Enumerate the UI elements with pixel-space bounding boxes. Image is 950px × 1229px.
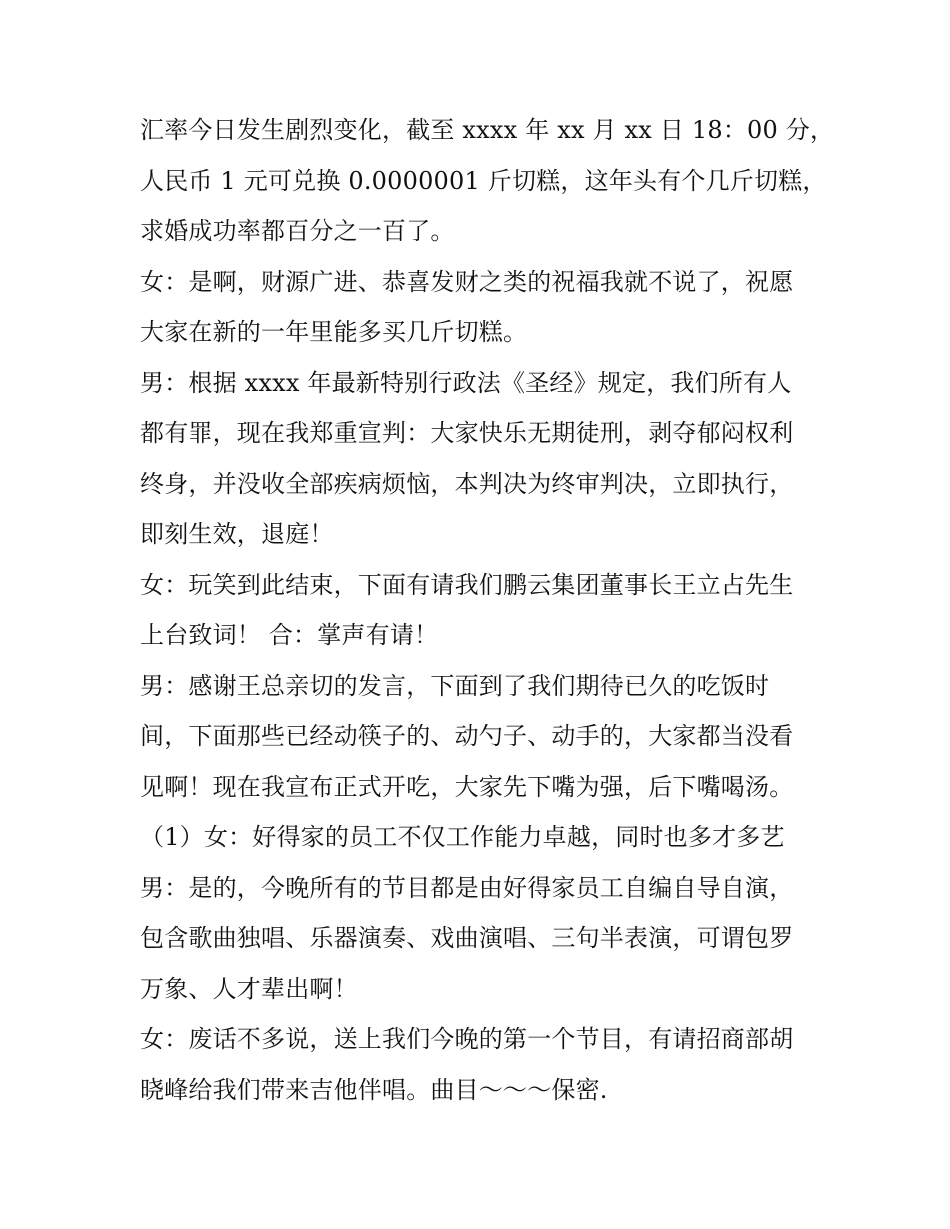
text-line: 女：废话不多说，送上我们今晚的第一个节目，有请招商部胡 [140,1025,794,1053]
text-line: （1）女：好得家的员工不仅工作能力卓越，同时也多才多艺 [140,823,785,851]
text-line: 晓峰给我们带来吉他伴唱。曲目～～～保密. [140,1075,608,1104]
text-line: 包含歌曲独唱、乐器演奏、戏曲演唱、三句半表演，可谓包罗 [140,924,794,952]
document-body [140,105,835,1115]
text-line: 间，下面那些已经动筷子的、动勺子、动手的，大家都当没看 [140,722,794,750]
text-line: 男：根据 xxxx 年最新特别行政法《圣经》规定，我们所有人 [140,368,792,397]
text-line: 男：是的，今晚所有的节目都是由好得家员工自编自导自演， [140,873,794,902]
text-line: 终身，并没收全部疾病烦恼，本判决为终审判决，立即执行， [140,469,794,498]
text-line: 万象、人才辈出啊！ [140,974,358,1003]
text-line: 人民币 1 元可兑换 0.0000001 斤切糕，这年头有个几斤切糕， [140,166,827,195]
text-line: 大家在新的一年里能多买几斤切糕。 [140,318,528,346]
text-line: 女：是啊，财源广进、恭喜发财之类的祝福我就不说了，祝愿 [140,267,794,296]
text-line: 男：感谢王总亲切的发言，下面到了我们期待已久的吃饭时 [140,671,770,700]
text-line: 女：玩笑到此结束，下面有请我们鹏云集团董事长王立占先生 [140,570,794,599]
text-line: 上台致词！ 合：掌声有请！ [140,621,439,649]
text-line: 即刻生效，退庭！ [140,520,334,548]
text-line: 都有罪，现在我郑重宣判：大家快乐无期徒刑，剥夺郁闷权利 [140,419,794,447]
text-line: 求婚成功率都百分之一百了。 [140,217,455,245]
text-line: 见啊！现在我宣布正式开吃，大家先下嘴为强，后下嘴喝汤。 [140,772,794,801]
text-line: 汇率今日发生剧烈变化，截至 xxxx 年 xx 月 xx 日 18：00 分， [140,116,835,144]
